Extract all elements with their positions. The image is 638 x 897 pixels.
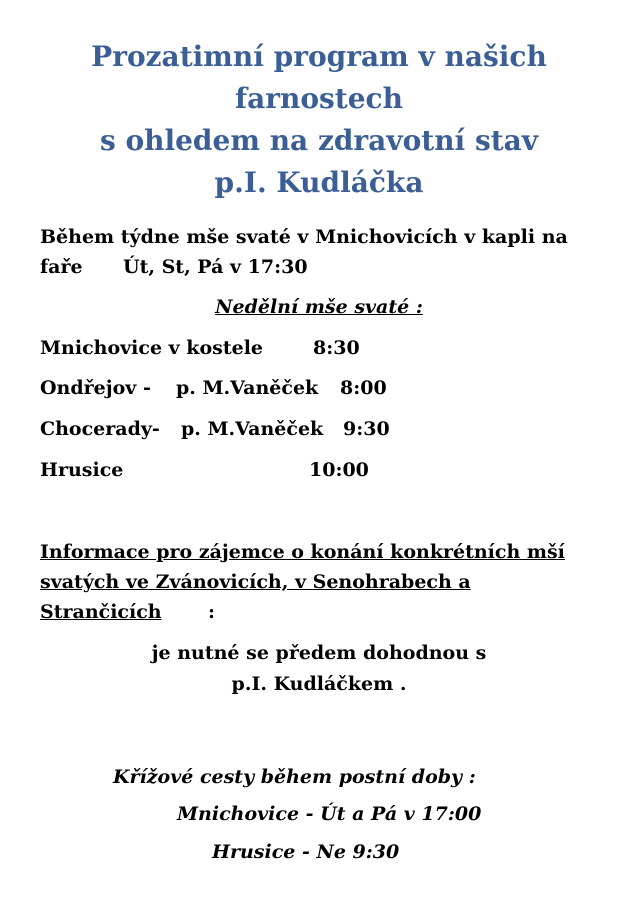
mass-priest-2: p. M.Vaněček <box>176 377 319 399</box>
lent-item-1: Mnichovice - Út a Pá v 17:00 <box>177 803 482 825</box>
title-line-4: p.I. Kudláčka <box>214 166 424 199</box>
mass-place-2: Ondřejov - <box>40 377 151 399</box>
title-line-2: farnostech <box>235 82 403 115</box>
weekday-line-1: Během týdne mše svaté v Mnichovicích v kapli na <box>40 226 568 248</box>
title-line-1: Prozatimní program v našich <box>91 40 547 73</box>
weekday-times: Út, St, Pá v 17:30 <box>123 256 308 278</box>
lent-heading: Křížové cesty během postní doby : <box>113 766 476 788</box>
mass-priest-3: p. M.Vaněček <box>181 418 324 440</box>
note-line-1: je nutné se předem dohodnou s <box>151 642 487 664</box>
info-line-2: svatých ve Zvánovicích, v Senohrabech a <box>40 571 471 593</box>
mass-time-4: 10:00 <box>309 459 369 481</box>
weekday-place: faře <box>40 256 83 278</box>
mass-time-2: 8:00 <box>340 377 387 399</box>
info-colon: : <box>208 601 216 623</box>
note-line-2: p.I. Kudláčkem . <box>231 673 407 695</box>
mass-place-3: Chocerady- <box>40 418 160 440</box>
mass-time-3: 9:30 <box>343 418 390 440</box>
mass-time-1: 8:30 <box>313 337 360 359</box>
info-line-1: Informace pro zájemce o konání konkrétních mší <box>40 541 565 563</box>
sunday-heading: Nedělní mše svaté : <box>215 296 423 318</box>
mass-place-1: Mnichovice v kostele <box>40 337 264 359</box>
mass-place-4: Hrusice <box>40 459 124 481</box>
title-line-3: s ohledem na zdravotní stav <box>99 124 539 157</box>
info-line-3: Strančicích <box>40 601 162 623</box>
lent-item-2: Hrusice - Ne 9:30 <box>212 841 400 863</box>
